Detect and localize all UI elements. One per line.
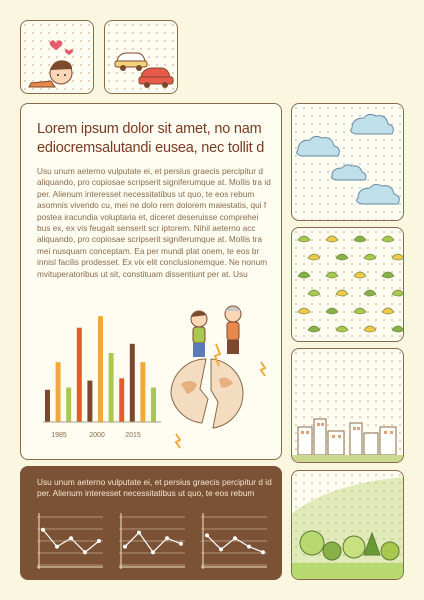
mini-point (151, 550, 155, 554)
mini-point (123, 545, 127, 549)
mini-point (97, 539, 101, 543)
x-tick-label: 1985 (51, 432, 67, 439)
article-title: Lorem ipsum dolor sit amet, no nam ediocremsalutandi eusea, nec tollit d (37, 121, 265, 156)
cars-illustration (105, 21, 178, 94)
mini-point (41, 528, 45, 532)
bar-group (45, 316, 156, 422)
mini-line-chart-2 (119, 513, 185, 569)
trees-illustration (292, 471, 404, 580)
mini-line-chart-1 (37, 513, 103, 569)
x-tick-label: 2000 (89, 432, 105, 439)
mini-point (219, 547, 223, 551)
mini-line-chart-3 (201, 513, 267, 569)
trees-panel (291, 470, 404, 580)
city-illustration (292, 349, 404, 463)
mini-point (261, 550, 265, 554)
leaves-panel (291, 227, 404, 342)
leaves-pattern (292, 228, 404, 342)
thumbnail-cars (104, 20, 178, 94)
mini-point (165, 536, 169, 540)
bar (98, 316, 103, 422)
mini-point (137, 531, 141, 535)
mini-point (69, 536, 73, 540)
clouds-illustration (292, 104, 404, 221)
bottom-panel-text: Usu unum aeterno vulputate ei, et persius graecis percipitur d id per. Alienum interesset necessitatibus ut quo, te eos rebum (37, 477, 272, 499)
kids-on-globe-illustration (171, 306, 265, 448)
x-tick-label: 2015 (125, 432, 141, 439)
mini-point (179, 542, 183, 546)
city-panel (291, 348, 404, 463)
bar (56, 362, 61, 422)
bar (109, 353, 114, 422)
article-card (20, 103, 282, 460)
mini-point (247, 545, 251, 549)
article-body: Usu unum aeterno vulputate ei, et persius graecis percipitur d aliquando, pro copiosae scripserit signiferumque at. Mollis tra id per. Alienum interesset necessitatibus ut quo, te eos rebum asomnis vivendo cu, mei ne dolo rem dolorem maiestatis, qui f postea iracundia voluptaria et, diceret deseruisse comprehei bus ex, ex vis feugait senserit scr iptorem. Nihil aeterno acc aliquando, pro copiosae scripserit signiferumque at. Mollis tra mei nusquam conceptam. Ea per mundi plat onem, te eos br innisl facilis prodesset. Ex vix elit conclusionemque. Ne nonum mvituperatoribus ut sit, constituam dissentiunt per at. Usu (37, 166, 271, 279)
bar-chart (21, 104, 282, 460)
bar (140, 362, 145, 422)
thumbnail-boy-heart (20, 20, 94, 94)
bottom-panel (20, 466, 282, 580)
boy-heart-illustration (21, 21, 94, 94)
bar (151, 388, 156, 423)
mini-point (83, 550, 87, 554)
mini-point (233, 536, 237, 540)
bar (87, 381, 92, 422)
mini-point (205, 533, 209, 537)
mini-point (55, 545, 59, 549)
bar (77, 328, 82, 422)
mini-line (125, 533, 181, 553)
bar (66, 388, 71, 423)
clouds-panel (291, 103, 404, 221)
bar (45, 390, 50, 422)
bar (130, 344, 135, 422)
bar (119, 378, 124, 422)
